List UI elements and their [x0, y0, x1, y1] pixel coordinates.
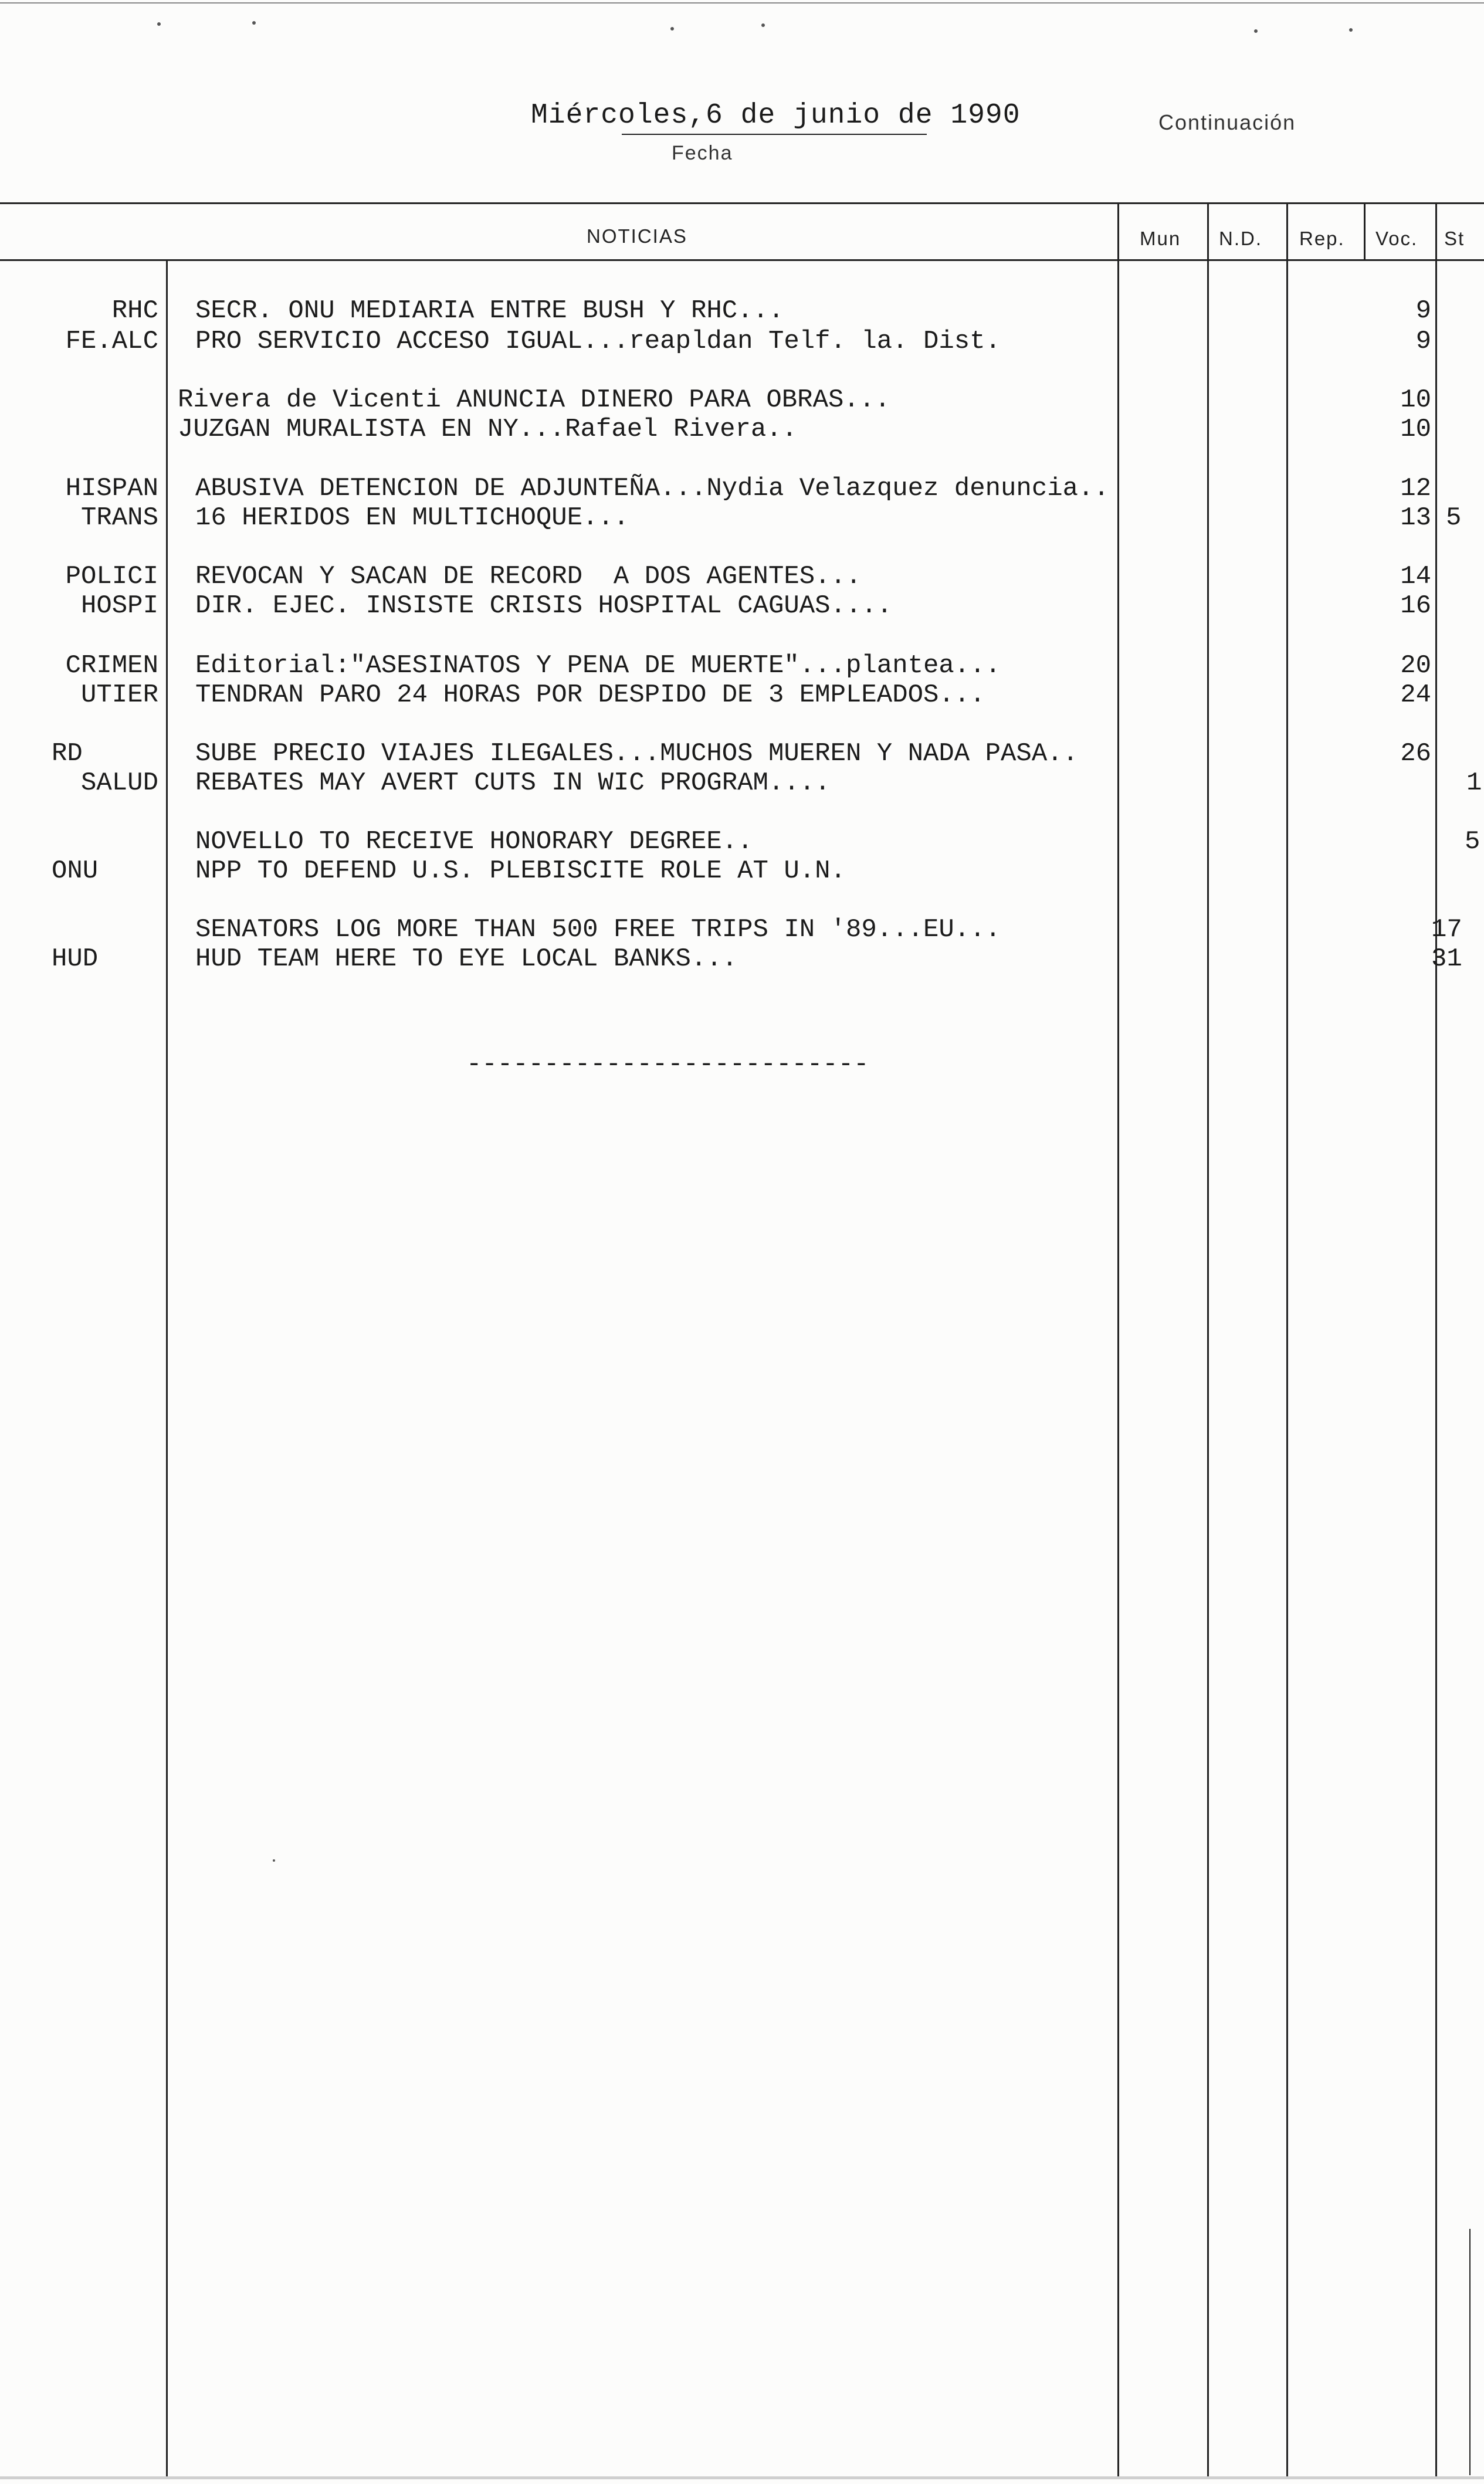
row-code: FE.ALC [65, 327, 158, 356]
row-headline: SENATORS LOG MORE THAN 500 FREE TRIPS IN '89...EU... [195, 915, 1001, 944]
row-headline: REVOCAN Y SACAN DE RECORD A DOS AGENTES... [195, 562, 862, 591]
row-voc-page: 10 [1400, 385, 1431, 415]
column-header-st: St [1444, 228, 1465, 249]
column-header-voc: Voc. [1375, 228, 1418, 249]
table-header-rule [0, 259, 1484, 261]
row-code: RD [52, 739, 83, 768]
scan-speck [273, 1859, 275, 1862]
row-headline: REBATES MAY AVERT CUTS IN WIC PROGRAM.... [195, 768, 831, 798]
column-header-rep: Rep. [1299, 228, 1345, 249]
row-headline: ABUSIVA DETENCION DE ADJUNTEÑA...Nydia Velazquez denuncia.. [195, 474, 1109, 503]
row-headline: JUZGAN MURALISTA EN NY...Rafael Rivera.. [178, 415, 798, 444]
row-code: HOSPI [80, 591, 158, 621]
scan-speck [252, 21, 256, 25]
row-headline: SECR. ONU MEDIARIA ENTRE BUSH Y RHC... [195, 296, 784, 326]
row-voc-page: 10 [1400, 415, 1431, 444]
continuation-label: Continuación [1158, 110, 1296, 134]
code-column-rule [166, 259, 168, 2476]
row-voc-page: 13 [1400, 503, 1431, 533]
row-code: TRANS [80, 503, 158, 533]
row-voc-page: 14 [1400, 562, 1431, 591]
row-code: HISPAN [65, 474, 158, 503]
date-underline [622, 134, 927, 135]
scan-speck [670, 27, 674, 31]
end-of-list-rule: -------------------------- [466, 1050, 869, 1079]
row-code: HUD [52, 944, 99, 974]
row-st-page: 17 [1431, 915, 1462, 944]
row-voc-page: 16 [1400, 591, 1431, 621]
row-voc-page: 24 [1400, 680, 1431, 710]
row-st-page: 5 [1465, 827, 1480, 856]
row-code: RHC [111, 296, 158, 326]
row-voc-page: 12 [1400, 474, 1431, 503]
table-top-rule [0, 202, 1484, 204]
page-bottom-edge [0, 2476, 1484, 2479]
row-code: CRIMEN [65, 651, 158, 680]
voc-column-rule-left [1364, 202, 1366, 261]
row-headline: 16 HERIDOS EN MULTICHOQUE... [195, 503, 629, 533]
row-voc-page: 20 [1400, 651, 1431, 680]
scan-speck [761, 23, 765, 27]
row-code: SALUD [80, 768, 158, 798]
scan-speck [1254, 29, 1258, 33]
row-headline: SUBE PRECIO VIAJES ILEGALES...MUCHOS MUEREN Y NADA PASA.. [195, 739, 1079, 768]
row-code: UTIER [80, 680, 158, 710]
page-top-edge [0, 2, 1484, 4]
row-st-page: 31 [1431, 944, 1462, 974]
column-header-noticias: NOTICIAS [587, 225, 687, 247]
document-date: Miércoles,6 de junio de 1990 [531, 100, 1021, 131]
row-voc-page: 9 [1415, 296, 1431, 326]
row-headline: NPP TO DEFEND U.S. PLEBISCITE ROLE AT U.N. [195, 856, 846, 886]
nd-column-rule-left [1207, 202, 1209, 2476]
row-headline: NOVELLO TO RECEIVE HONORARY DEGREE.. [195, 827, 753, 856]
mun-column-rule-left [1117, 202, 1119, 2476]
row-headline: HUD TEAM HERE TO EYE LOCAL BANKS... [195, 944, 738, 974]
st-column-rule-left [1435, 202, 1437, 2476]
row-headline: PRO SERVICIO ACCESO IGUAL...reapldan Telf. la. Dist. [195, 327, 1001, 356]
rep-column-rule-left [1286, 202, 1288, 2476]
row-st-page: 5 [1446, 503, 1462, 533]
row-headline: TENDRAN PARO 24 HORAS POR DESPIDO DE 3 EMPLEADOS... [195, 680, 985, 710]
row-headline: Rivera de Vicenti ANUNCIA DINERO PARA OBRAS... [178, 385, 890, 415]
row-code: ONU [52, 856, 99, 886]
scan-speck [157, 22, 161, 26]
column-header-mun: Mun [1140, 228, 1181, 249]
right-edge-rule [1469, 2229, 1471, 2475]
row-headline: Editorial:"ASESINATOS Y PENA DE MUERTE"...plantea... [195, 651, 1001, 680]
row-st-page: 1 [1466, 768, 1482, 798]
column-header-nd: N.D. [1219, 228, 1262, 249]
row-voc-page: 26 [1400, 739, 1431, 768]
scan-speck [1349, 28, 1353, 32]
row-headline: DIR. EJEC. INSISTE CRISIS HOSPITAL CAGUAS.... [195, 591, 893, 621]
row-code: POLICI [65, 562, 158, 591]
row-voc-page: 9 [1415, 327, 1431, 356]
date-caption: Fecha [672, 142, 733, 164]
